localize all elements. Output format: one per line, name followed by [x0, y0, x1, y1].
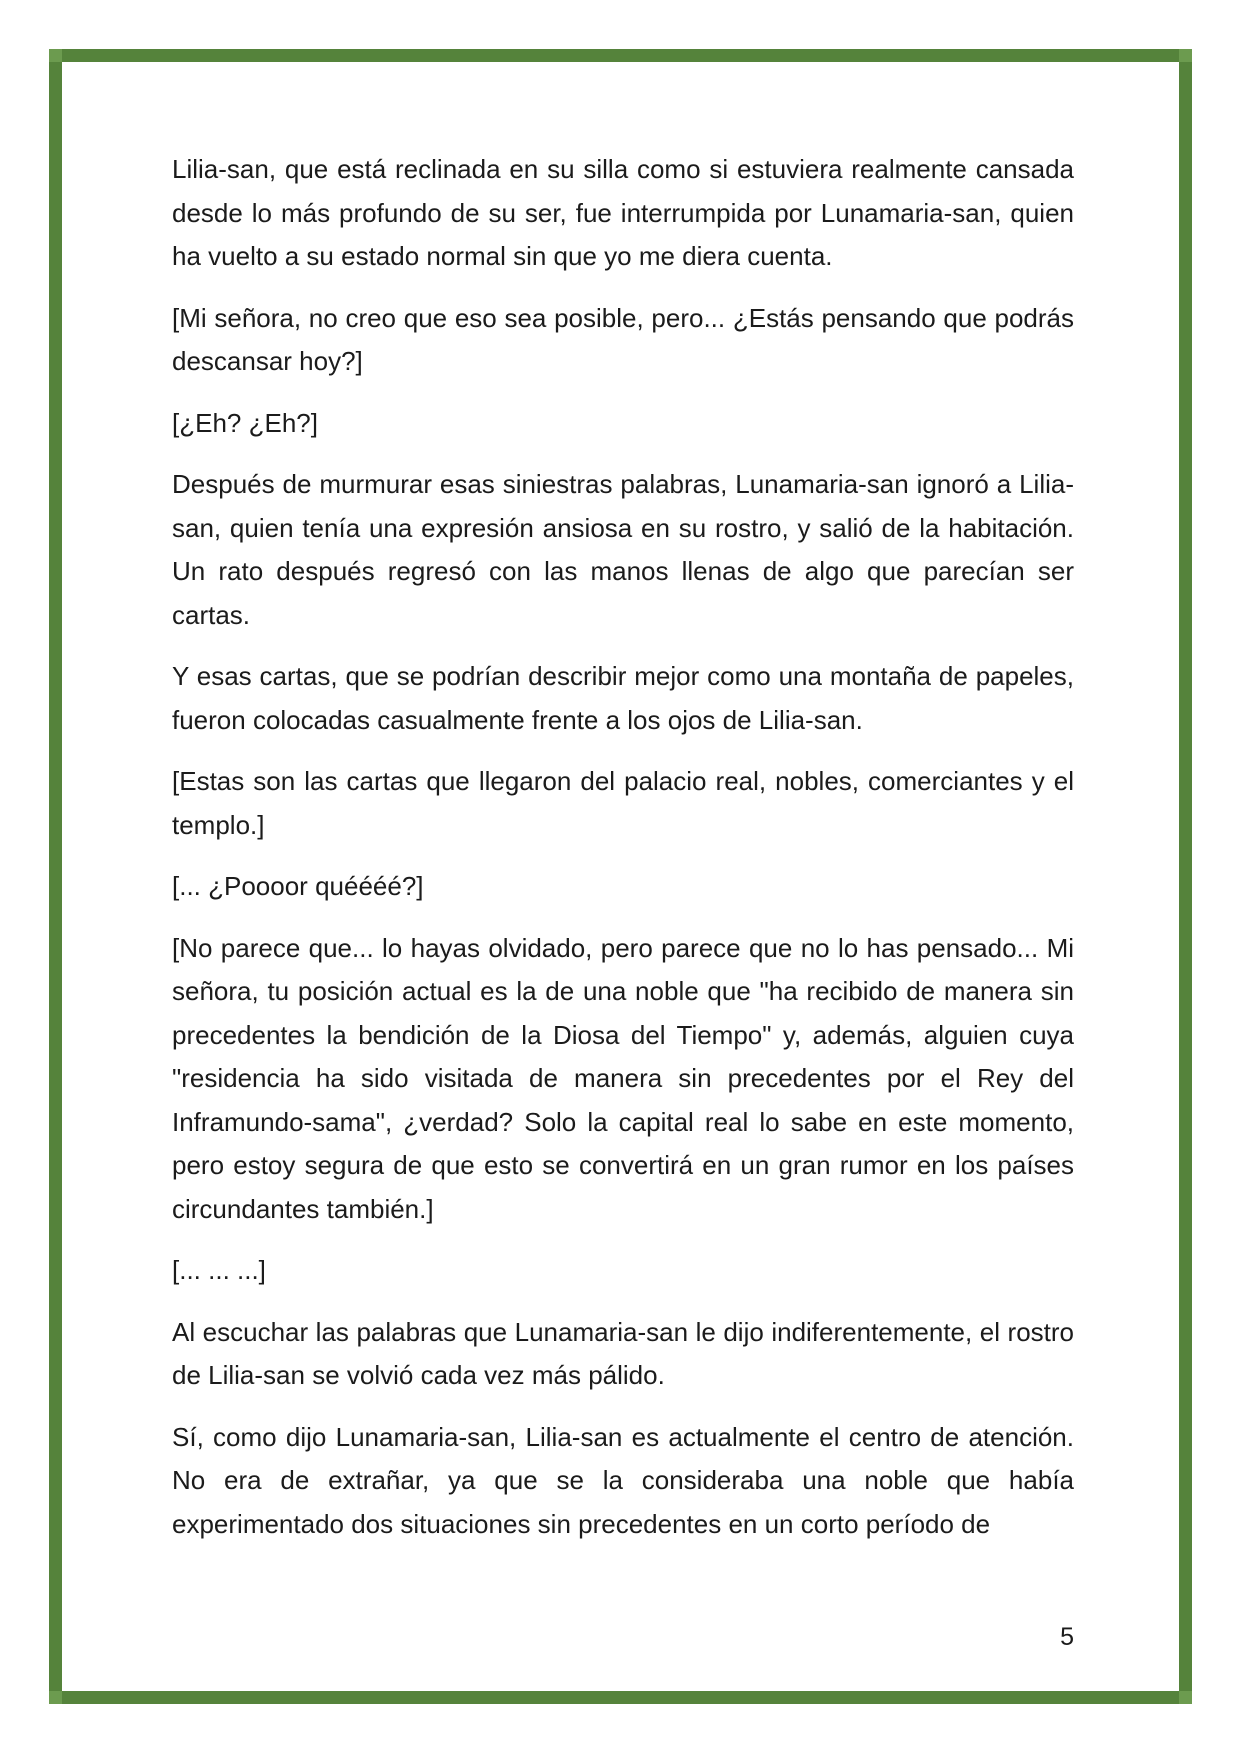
paragraph-dialogue-2: [¿Eh? ¿Eh?] — [172, 407, 318, 438]
paragraph-dialogue-4: [... ¿Poooor quéééé?] — [172, 871, 424, 901]
page-border-corner-bottom-right — [1179, 1691, 1192, 1704]
paragraph-narration-3: Y esas cartas, que se podrían describir mejor como una montaña de papeles, fueron colocadas casualmente frente a los ojos de Lilia-san. — [172, 661, 1074, 735]
paragraph-narration-1: Lilia-san, que está reclinada en su silla como si estuviera realmente cansada desde lo más profundo de su ser, fue interrumpida por Lunamaria-san, quien ha vuelto a su estado normal sin que yo me diera cuenta. — [172, 154, 1074, 271]
paragraph-dialogue-3: [Estas son las cartas que llegaron del palacio real, nobles, comerciantes y el templo.] — [172, 766, 1074, 840]
paragraph-dialogue-1: [Mi señora, no creo que eso sea posible, pero... ¿Estás pensando que podrás descansar hoy?] — [172, 302, 1074, 376]
paragraph-narration-2: Después de murmurar esas siniestras palabras, Lunamaria-san ignoró a Lilia-san, quien tenía una expresión ansiosa en su rostro, y salió de la habitación. Un rato después regresó con las manos llenas de algo que parecían ser cartas. — [172, 469, 1074, 630]
page-border-corner-top-left — [49, 49, 62, 62]
paragraph-dialogue-5: [No parece que... lo hayas olvidado, pero parece que no lo has pensado... Mi señora, tu posición actual es la de una noble que "ha recibido de manera sin precedentes la bendición de la Diosa del Tiempo" y, además, alguien cuya "residencia ha sido visitada de manera sin precedentes por el Rey del Inframundo-sama", ¿verdad? Solo la capital real lo sabe en este momento, pero estoy segura de que esto se convertirá en un gran rumor en los países circundantes también.] — [172, 932, 1074, 1224]
paragraph-dialogue-6: [... ... ...] — [172, 1255, 266, 1285]
page-number: 5 — [1060, 1623, 1074, 1651]
page-border-corner-top-right — [1179, 49, 1192, 62]
page-body-text — [172, 148, 1074, 1564]
paragraph-narration-4: Al escuchar las palabras que Lunamaria-san le dijo indiferentemente, el rostro de Lilia-san se volvió cada vez más pálido. — [172, 1316, 1074, 1390]
paragraph-narration-5: Sí, como dijo Lunamaria-san, Lilia-san es actualmente el centro de atención. No era de extrañar, ya que se la consideraba una noble que había experimentado dos situaciones sin precedentes en un corto período de — [172, 1421, 1074, 1539]
page-border-corner-bottom-left — [49, 1691, 62, 1704]
